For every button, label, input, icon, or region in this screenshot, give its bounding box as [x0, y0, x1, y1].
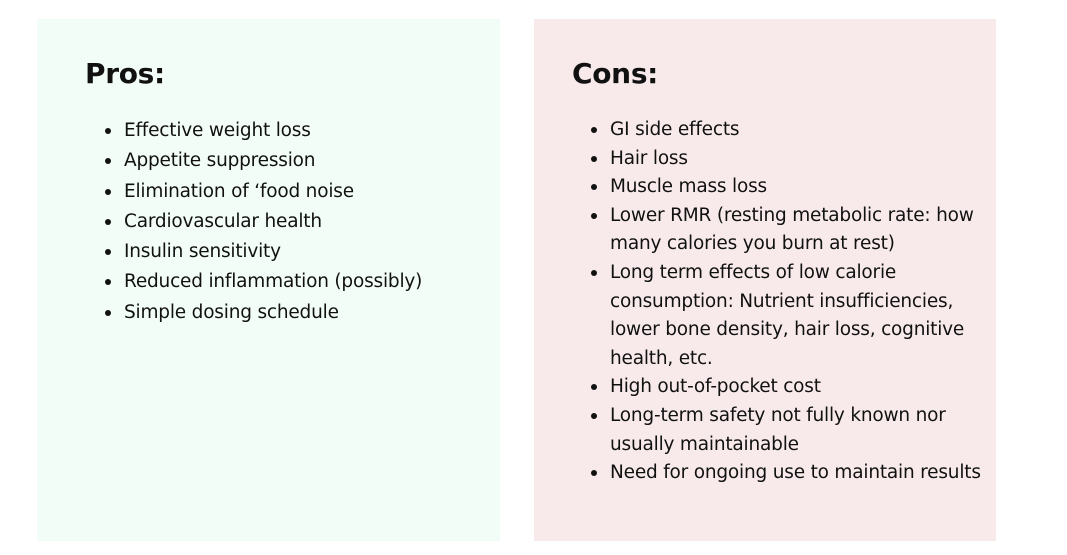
pros-item: Effective weight loss [105, 116, 495, 146]
cons-item: Long-term safety not fully known nor usually maintainable [591, 402, 981, 459]
pros-item: Simple dosing schedule [105, 298, 495, 328]
cons-heading: Cons: [572, 57, 659, 90]
cons-item: Hair loss [591, 145, 981, 174]
pros-list [105, 116, 495, 328]
cons-panel [534, 19, 996, 541]
cons-item: Long term effects of low calorie consumption: Nutrient insufficiencies, lower bone density, hair loss, cognitive health, etc. [591, 259, 981, 373]
pros-item: Cardiovascular health [105, 207, 495, 237]
cons-item: GI side effects [591, 116, 981, 145]
pros-item: Appetite suppression [105, 146, 495, 176]
pros-item: Reduced inflammation (possibly) [105, 267, 495, 297]
pros-heading: Pros: [85, 57, 165, 90]
cons-item: Lower RMR (resting metabolic rate: how many calories you burn at rest) [591, 202, 981, 259]
pros-item: Insulin sensitivity [105, 237, 495, 267]
pros-panel [37, 19, 500, 541]
cons-item: Muscle mass loss [591, 173, 981, 202]
cons-item: High out-of-pocket cost [591, 373, 981, 402]
pros-item: Elimination of ‘food noise [105, 177, 495, 207]
cons-list [591, 116, 981, 488]
cons-item: Need for ongoing use to maintain results [591, 459, 981, 488]
